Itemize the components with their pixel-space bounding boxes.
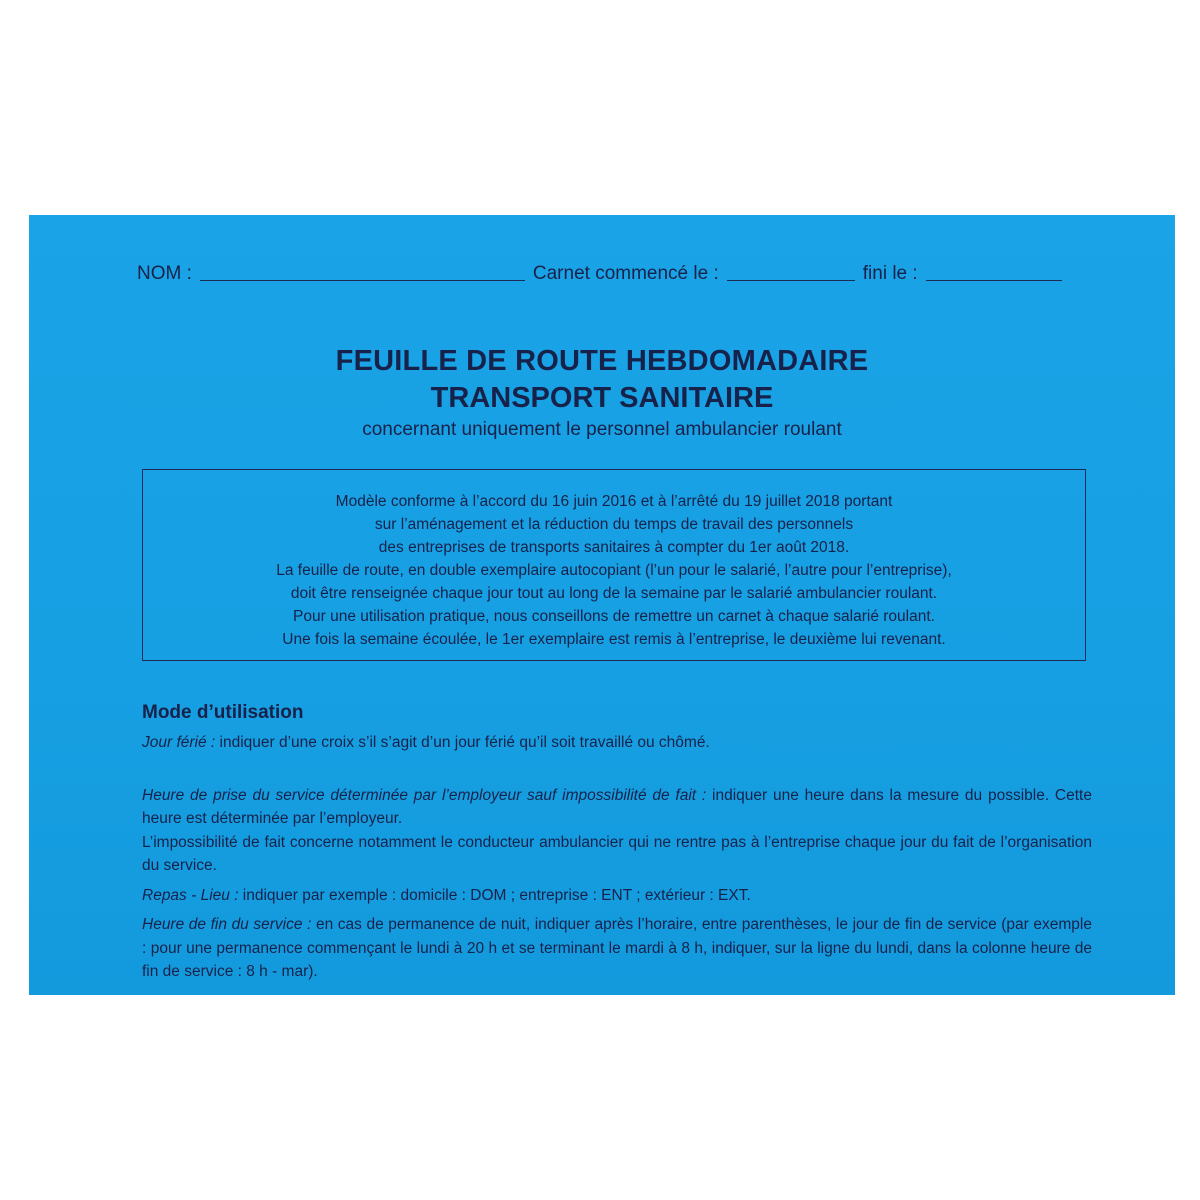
carnet-end-label: fini le : <box>862 263 918 284</box>
notice-line: Une fois la semaine écoulée, le 1er exemplaire est remis à l’entreprise, le deuxième lui revenant. <box>282 631 946 648</box>
header-fields <box>137 255 1087 285</box>
carnet-start-label: Carnet commencé le : <box>532 263 719 284</box>
notice-line: sur l’aménagement et la réduction du temps de travail des personnels <box>374 516 854 533</box>
title-block <box>29 345 1175 441</box>
usage-item-heure-fin <box>142 913 1092 984</box>
usage-item-lead: Heure de fin du service : <box>142 916 312 933</box>
form-cover-sheet <box>29 215 1175 995</box>
nom-label: NOM : <box>137 263 192 284</box>
usage-item-lead: Jour férié : <box>142 733 216 751</box>
main-title-line1: FEUILLE DE ROUTE HEBDOMADAIRE <box>335 345 869 377</box>
usage-item-jour-ferie <box>142 731 1092 755</box>
usage-item-text: en cas de permanence de nuit, indiquer après l’horaire, entre parenthèses, le jour de fin de service (par exemple : pour une permanence commençant le lundi à 20 h et se terminant le mardi à 8 h, indiquer, sur la ligne du lundi, dans la colonne heure de fin de service : 8 h - mar). <box>142 916 1092 980</box>
notice-box <box>142 469 1086 661</box>
subtitle: concernant uniquement le personnel ambulancier roulant <box>362 419 842 440</box>
usage-title: Mode d’utilisation <box>142 702 304 723</box>
notice-line: Modèle conforme à l’accord du 16 juin 2016 et à l’arrêté du 19 juillet 2018 portant <box>335 493 893 510</box>
usage-item-heure-prise <box>142 760 1092 878</box>
usage-section <box>142 701 1092 990</box>
nom-field-line[interactable] <box>200 279 525 281</box>
usage-item-text: indiquer une heure dans la mesure du possible. Cette heure est déterminée par l’employeur. L’impossibilité de fait concerne notamment le conducteur ambulancier qui ne rentre pas à l’entreprise chaque jour du fait de l’organisation du service. <box>142 786 1092 874</box>
notice-line: La feuille de route, en double exemplaire autocopiant (l’un pour le salarié, l’autre pour l’entreprise), <box>276 562 952 579</box>
usage-item-lead: Repas - Lieu : <box>142 886 239 904</box>
notice-line: des entreprises de transports sanitaires à compter du 1er août 2018. <box>378 539 850 556</box>
carnet-start-field-line[interactable] <box>727 279 855 281</box>
usage-item-text: indiquer par exemple : domicile : DOM ; entreprise : ENT ; extérieur : EXT. <box>238 886 751 904</box>
carnet-end-field-line[interactable] <box>926 279 1062 281</box>
main-title-line2: TRANSPORT SANITAIRE <box>430 382 774 414</box>
usage-item-text: indiquer d’une croix s’il s’agit d’un jour férié qu’il soit travaillé ou chômé. <box>215 733 710 751</box>
usage-item-repas-lieu <box>142 884 1092 908</box>
usage-item-lead: Heure de prise du service déterminée par l’employeur sauf impossibilité de fait : <box>142 786 707 804</box>
notice-line: doit être renseignée chaque jour tout au long de la semaine par le salarié ambulancier roulant. <box>290 585 938 602</box>
notice-line: Pour une utilisation pratique, nous conseillons de remettre un carnet à chaque salarié roulant. <box>293 608 935 625</box>
